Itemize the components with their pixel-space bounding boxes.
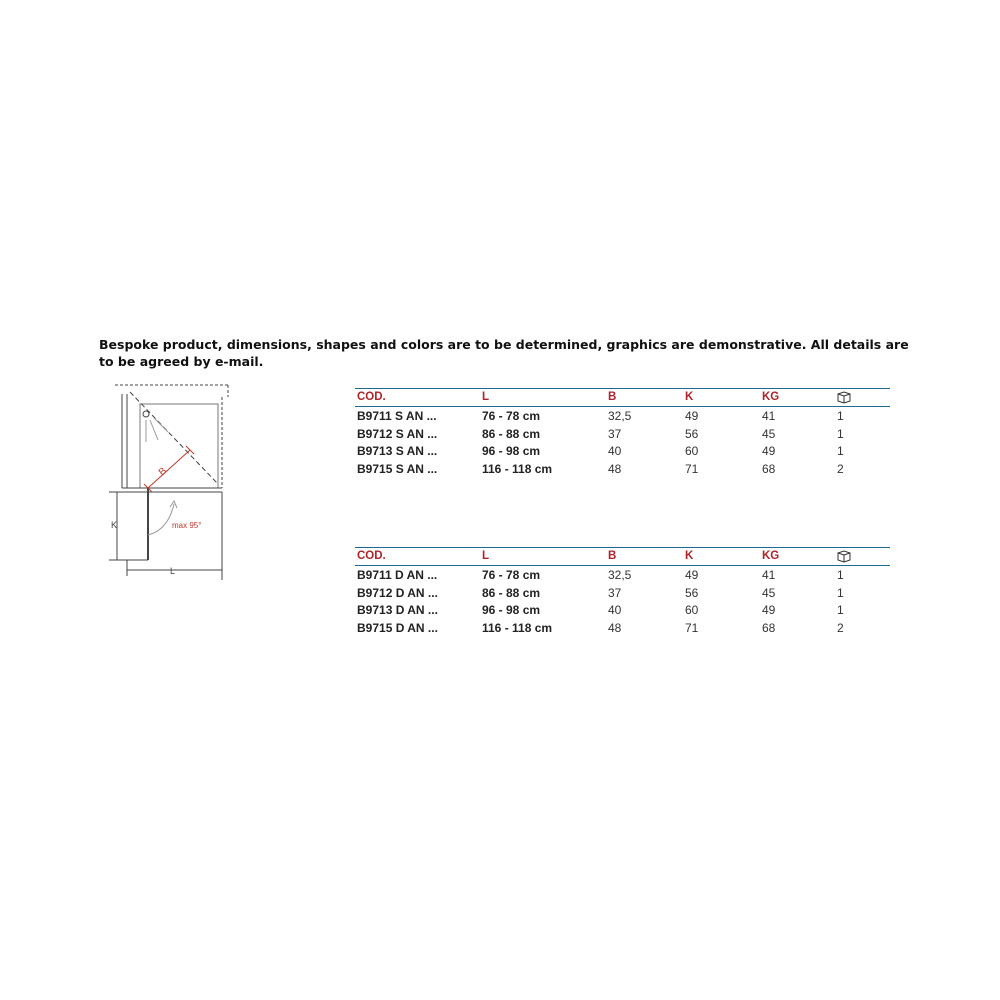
cell-code: B9712 S AN ... bbox=[357, 426, 438, 441]
cell-kg: 45 bbox=[762, 585, 776, 600]
swing-arc bbox=[148, 504, 174, 535]
col-header-b: B bbox=[608, 391, 617, 403]
cell-k: 49 bbox=[685, 409, 699, 423]
disclaimer-notice: Bespoke product, dimensions, shapes and colors are to be determined, graphics are demonstrative. All details are to be agreed by e-mail. bbox=[99, 337, 909, 369]
cell-code: B9715 D AN ... bbox=[357, 620, 438, 635]
col-header-k: K bbox=[685, 550, 694, 562]
cell-l: 86 - 88 cm bbox=[482, 585, 541, 600]
table-row bbox=[355, 407, 890, 425]
table-header bbox=[355, 547, 890, 566]
cell-code: B9711 D AN ... bbox=[357, 568, 438, 582]
table-row bbox=[355, 601, 890, 619]
corner-diagonal bbox=[130, 392, 218, 484]
cell-pack: 2 bbox=[837, 461, 844, 476]
cell-b: 32,5 bbox=[608, 409, 632, 423]
table-header bbox=[355, 388, 890, 407]
table-row bbox=[355, 584, 890, 602]
col-header-l: L bbox=[482, 391, 490, 403]
col-header-code: COD. bbox=[357, 550, 386, 562]
cell-k: 71 bbox=[685, 620, 699, 635]
cell-l: 86 - 88 cm bbox=[482, 426, 541, 441]
cell-l: 96 - 98 cm bbox=[482, 444, 541, 458]
b-dimension-line bbox=[148, 450, 190, 488]
cell-l: 116 - 118 cm bbox=[482, 620, 553, 635]
cell-l: 116 - 118 cm bbox=[482, 461, 553, 476]
cell-kg: 45 bbox=[762, 426, 776, 441]
cell-pack: 1 bbox=[837, 426, 844, 441]
cell-b: 40 bbox=[608, 444, 622, 458]
cell-code: B9712 D AN ... bbox=[357, 585, 438, 600]
cell-kg: 68 bbox=[762, 461, 776, 476]
cell-pack: 1 bbox=[837, 585, 844, 600]
cell-k: 60 bbox=[685, 603, 699, 617]
cell-pack: 1 bbox=[837, 444, 844, 458]
cell-l: 96 - 98 cm bbox=[482, 603, 541, 617]
cell-k: 60 bbox=[685, 444, 699, 458]
table-row bbox=[355, 425, 890, 443]
cell-pack: 1 bbox=[837, 568, 844, 582]
angle-label: max 95° bbox=[172, 521, 202, 530]
cell-pack: 2 bbox=[837, 620, 844, 635]
l-label: L bbox=[170, 566, 176, 576]
cell-k: 71 bbox=[685, 461, 699, 476]
cell-kg: 41 bbox=[762, 568, 776, 582]
table-row bbox=[355, 442, 890, 460]
cell-b: 48 bbox=[608, 461, 622, 476]
cell-code: B9713 D AN ... bbox=[357, 603, 438, 617]
cell-b: 37 bbox=[608, 426, 622, 441]
cell-kg: 49 bbox=[762, 444, 776, 458]
cell-kg: 68 bbox=[762, 620, 776, 635]
cell-pack: 1 bbox=[837, 409, 844, 423]
package-box-icon bbox=[836, 549, 852, 563]
col-header-k: K bbox=[685, 391, 694, 403]
cell-b: 48 bbox=[608, 620, 622, 635]
table-row bbox=[355, 566, 890, 584]
table-row bbox=[355, 619, 890, 637]
col-header-kg: KG bbox=[762, 550, 780, 562]
cell-k: 56 bbox=[685, 426, 699, 441]
shower-door-diagram bbox=[100, 380, 240, 585]
cell-b: 37 bbox=[608, 585, 622, 600]
col-header-kg: KG bbox=[762, 391, 780, 403]
package-box-icon bbox=[836, 390, 852, 404]
drain bbox=[143, 411, 149, 417]
cell-k: 49 bbox=[685, 568, 699, 582]
cell-b: 32,5 bbox=[608, 568, 632, 582]
cell-kg: 49 bbox=[762, 603, 776, 617]
cell-code: B9715 S AN ... bbox=[357, 461, 438, 476]
cell-kg: 41 bbox=[762, 409, 776, 423]
cell-code: B9713 S AN ... bbox=[357, 444, 438, 458]
cell-code: B9711 S AN ... bbox=[357, 409, 437, 423]
cell-b: 40 bbox=[608, 603, 622, 617]
col-header-code: COD. bbox=[357, 391, 386, 403]
cell-l: 76 - 78 cm bbox=[482, 568, 541, 582]
cell-l: 76 - 78 cm bbox=[482, 409, 541, 423]
spec-table-right bbox=[355, 547, 890, 636]
cell-k: 56 bbox=[685, 585, 699, 600]
col-header-b: B bbox=[608, 550, 617, 562]
col-header-l: L bbox=[482, 550, 490, 562]
cell-pack: 1 bbox=[837, 603, 844, 617]
shower-tray bbox=[140, 404, 218, 488]
spec-table-left bbox=[355, 388, 890, 477]
b-label: B bbox=[156, 465, 170, 479]
table-row bbox=[355, 460, 890, 478]
k-label: K bbox=[111, 520, 118, 530]
